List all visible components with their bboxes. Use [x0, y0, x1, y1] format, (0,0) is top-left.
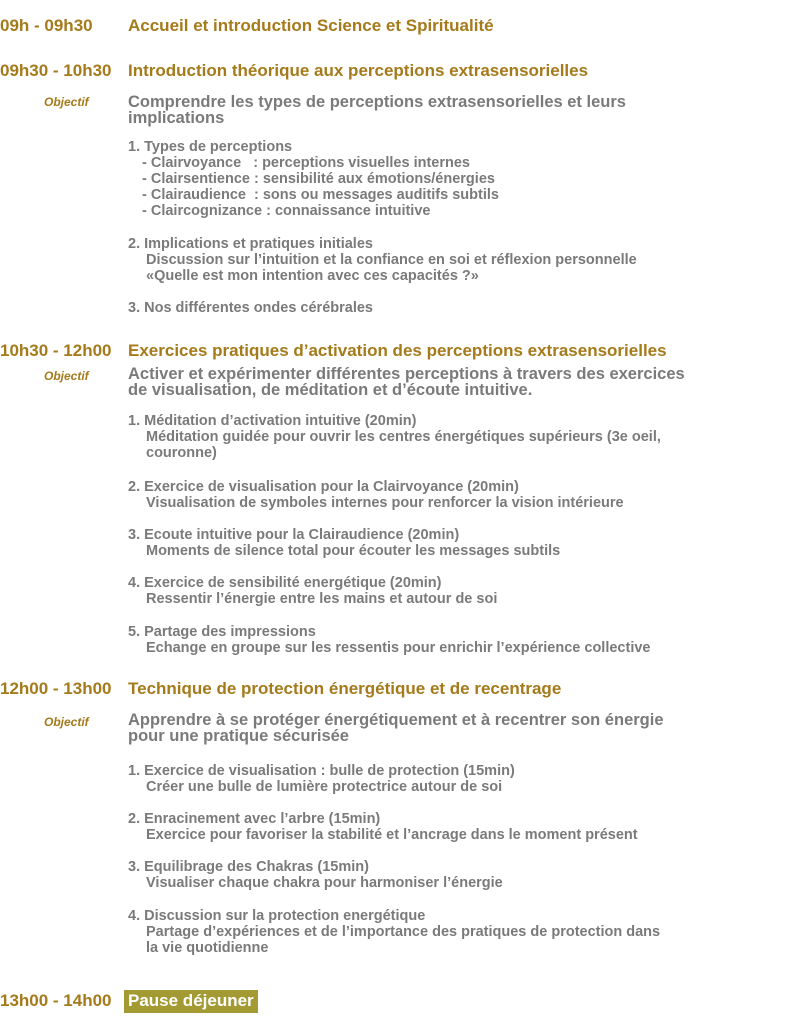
item-detail: Exercice pour favoriser la stabilité et l’ancrage dans le moment présent	[146, 827, 638, 843]
session-time: 13h00 - 14h00	[0, 991, 112, 1010]
item-heading: 2. Implications et pratiques initiales	[128, 236, 373, 252]
item-heading: 3. Nos différentes ondes cérébrales	[128, 300, 373, 316]
objective-label: Objectif	[44, 369, 89, 383]
item-detail: Visualisation de symboles internes pour renforcer la vision intérieure	[146, 495, 624, 511]
item-detail: Visualiser chaque chakra pour harmoniser l’énergie	[146, 875, 503, 891]
session-header	[0, 16, 494, 36]
session-time: 12h00 - 13h00	[0, 679, 112, 698]
item-detail: Discussion sur l’intuition et la confiance en soi et réflexion personnelle	[146, 252, 637, 268]
item-heading: 3. Ecoute intuitive pour la Clairaudience (20min)	[128, 527, 460, 543]
session-title: Exercices pratiques d’activation des perceptions extrasensorielles	[128, 341, 667, 360]
session-title: Accueil et introduction Science et Spiritualité	[128, 16, 494, 35]
objective-text: Activer et expérimenter différentes perceptions à travers des exercices de visualisation, de méditation et d’écoute intuitive.	[128, 365, 685, 399]
list-item	[128, 575, 748, 607]
list-item	[128, 300, 748, 316]
item-detail: couronne)	[146, 445, 217, 461]
item-heading: 5. Partage des impressions	[128, 624, 316, 640]
item-heading: 4. Exercice de sensibilité energétique (20min)	[128, 575, 442, 591]
item-detail: - Clairsentience : sensibilité aux émotions/énergies	[142, 171, 495, 187]
list-item	[128, 908, 748, 956]
objective-text: Apprendre à se protéger énergétiquement et à recentrer son énergie pour une pratique sécurisée	[128, 711, 664, 745]
item-detail: Créer une bulle de lumière protectrice autour de soi	[146, 779, 503, 795]
item-heading: 4. Discussion sur la protection energétique	[128, 908, 426, 924]
list-item	[128, 859, 748, 891]
session-time: 09h - 09h30	[0, 16, 93, 35]
list-item	[128, 624, 748, 656]
objective-text: Comprendre les types de perceptions extrasensorielles et leurs implications	[128, 93, 626, 127]
session-header	[0, 341, 667, 361]
session-header	[0, 61, 588, 81]
pause-badge: Pause déjeuner	[124, 990, 258, 1013]
item-detail: Partage d’expériences et de l’importance des pratiques de protection dans	[146, 924, 661, 940]
session-time: 09h30 - 10h30	[0, 61, 112, 80]
list-item	[128, 236, 748, 284]
objective-label: Objectif	[44, 95, 89, 109]
list-item	[128, 527, 748, 559]
item-detail: - Claircognizance : connaissance intuitive	[142, 203, 431, 219]
session-header	[0, 990, 258, 1013]
item-heading: 1. Types de perceptions	[128, 139, 293, 155]
item-detail: Echange en groupe sur les ressentis pour enrichir l’expérience collective	[146, 640, 651, 656]
session-time: 10h30 - 12h00	[0, 341, 112, 360]
list-item	[128, 811, 748, 843]
list-item	[128, 763, 748, 795]
item-heading: 2. Enracinement avec l’arbre (15min)	[128, 811, 381, 827]
item-heading: 1. Exercice de visualisation : bulle de protection (15min)	[128, 763, 515, 779]
item-detail: Méditation guidée pour ouvrir les centres énergétiques supérieurs (3e oeil,	[146, 429, 661, 445]
item-heading: 1. Méditation d’activation intuitive (20min)	[128, 413, 417, 429]
item-detail: Ressentir l’énergie entre les mains et autour de soi	[146, 591, 498, 607]
objective-label: Objectif	[44, 715, 89, 729]
item-detail: - Clairvoyance : perceptions visuelles internes	[142, 155, 470, 171]
item-detail: «Quelle est mon intention avec ces capacités ?»	[146, 268, 479, 284]
item-heading: 2. Exercice de visualisation pour la Clairvoyance (20min)	[128, 479, 519, 495]
list-item	[128, 479, 748, 511]
session-title: Technique de protection énergétique et de recentrage	[128, 679, 562, 698]
session-header	[0, 679, 561, 699]
item-heading: 3. Equilibrage des Chakras (15min)	[128, 859, 369, 875]
list-item	[128, 139, 748, 219]
item-detail: la vie quotidienne	[146, 940, 269, 956]
session-title: Introduction théorique aux perceptions extrasensorielles	[128, 61, 589, 80]
item-detail: - Clairaudience : sons ou messages auditifs subtils	[142, 187, 499, 203]
list-item	[128, 413, 748, 461]
item-detail: Moments de silence total pour écouter les messages subtils	[146, 543, 561, 559]
